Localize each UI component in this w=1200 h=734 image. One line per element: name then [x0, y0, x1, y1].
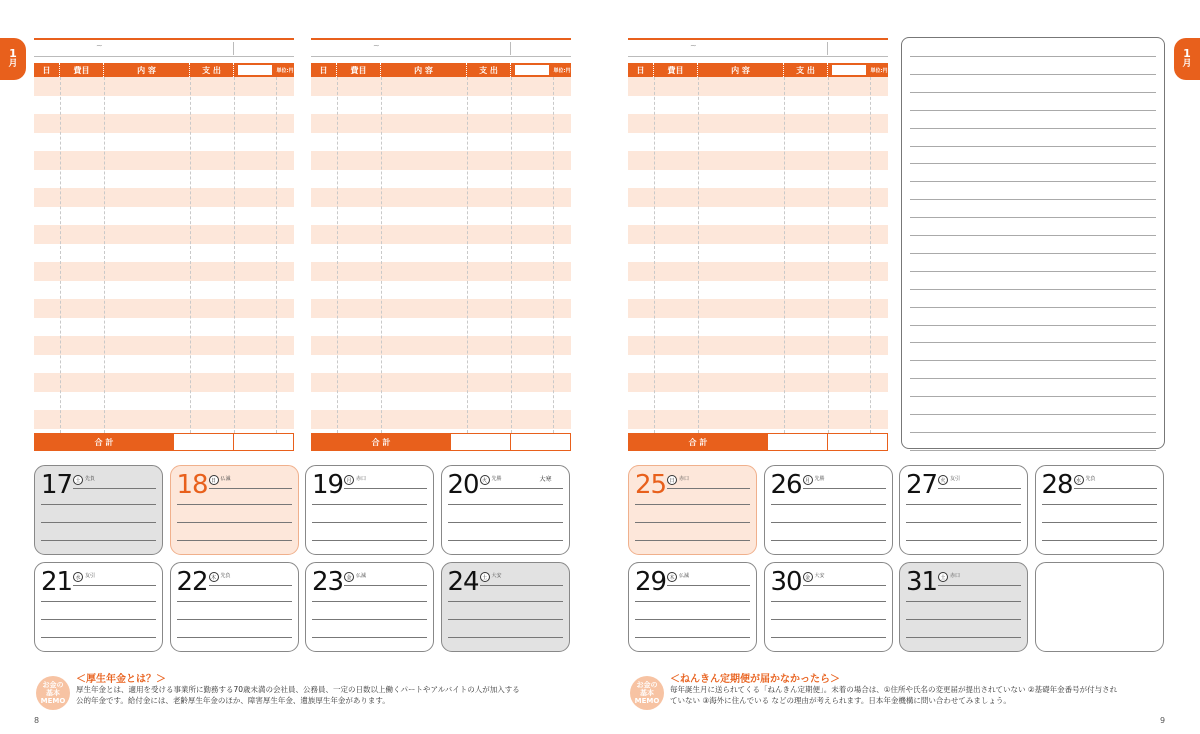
total-label: 合 計 — [629, 434, 767, 450]
note-line — [910, 360, 1156, 361]
period-line[interactable] — [628, 38, 888, 57]
col-item: 費目 — [60, 63, 104, 77]
memo-title-right: ＜ねんきん定期便が届かなかったら＞ — [670, 674, 840, 685]
ledger-row[interactable] — [34, 188, 294, 207]
day-number: 20 — [447, 470, 479, 500]
day-box[interactable] — [764, 562, 893, 652]
write-line — [73, 585, 156, 586]
write-line — [209, 585, 292, 586]
period-tilde: ~ — [373, 41, 380, 50]
day-box[interactable] — [34, 562, 163, 652]
weekday-badge: 日 — [667, 475, 677, 485]
write-line — [73, 488, 156, 489]
expense-ledger-1 — [34, 38, 294, 451]
total-cell[interactable] — [173, 434, 233, 450]
header-blank — [832, 65, 866, 75]
write-line — [177, 540, 292, 541]
column-line — [234, 77, 235, 433]
write-line — [1042, 504, 1157, 505]
write-line — [177, 504, 292, 505]
day-number: 22 — [176, 567, 208, 597]
write-line — [312, 522, 427, 523]
write-line — [41, 504, 156, 505]
column-line — [553, 77, 554, 433]
note-line — [910, 432, 1156, 433]
ledger-row[interactable] — [311, 262, 571, 281]
rokuyo-label: 先勝 — [814, 476, 825, 482]
day-box[interactable] — [1035, 465, 1164, 555]
weekday-badge: 木 — [209, 572, 219, 582]
badge-line: 基本 — [640, 689, 654, 697]
day-number: 23 — [312, 567, 344, 597]
ledger-rows[interactable] — [628, 77, 888, 433]
event-label: 大寒 — [539, 476, 552, 483]
day-number: 28 — [1041, 470, 1073, 500]
month-number: 1 — [9, 47, 17, 60]
col-yen-unit: 単位:円 — [276, 67, 294, 74]
rokuyo-label: 赤口 — [679, 476, 690, 482]
day-number: 27 — [906, 470, 938, 500]
month-tab-right — [1174, 38, 1200, 80]
rokuyo-label: 仏滅 — [356, 573, 367, 579]
ledger-header — [628, 63, 888, 77]
weekday-badge: 土 — [73, 475, 83, 485]
write-line — [448, 619, 563, 620]
note-line — [910, 181, 1156, 182]
column-line — [511, 77, 512, 433]
write-line — [41, 637, 156, 638]
note-line — [910, 146, 1156, 147]
ledger-row[interactable] — [311, 188, 571, 207]
col-item: 費目 — [654, 63, 698, 77]
column-line — [654, 77, 655, 433]
note-line — [910, 450, 1156, 451]
rokuyo-label: 先負 — [1085, 476, 1096, 482]
col-expense: 支 出 — [784, 63, 828, 77]
write-line — [803, 585, 886, 586]
column-line — [190, 77, 191, 433]
day-box[interactable] — [899, 465, 1028, 555]
ledger-total — [34, 433, 294, 451]
col-expense: 支 出 — [190, 63, 234, 77]
ledger-total — [628, 433, 888, 451]
weekday-badge: 金 — [344, 572, 354, 582]
column-line — [337, 77, 338, 433]
badge-line: お金の — [636, 681, 658, 689]
memo-badge-right — [630, 676, 664, 710]
write-line — [906, 601, 1021, 602]
write-line — [938, 585, 1021, 586]
write-line — [906, 637, 1021, 638]
day-box[interactable] — [170, 465, 299, 555]
write-line — [771, 522, 886, 523]
memo-body-left — [76, 684, 576, 706]
badge-line: 基本 — [46, 689, 60, 697]
day-number: 31 — [906, 567, 938, 597]
weekday-badge: 水 — [73, 572, 83, 582]
total-label: 合 計 — [35, 434, 173, 450]
day-box[interactable] — [441, 465, 570, 555]
weekday-badge: 月 — [344, 475, 354, 485]
write-line — [448, 540, 563, 541]
total-cell[interactable] — [233, 434, 293, 450]
total-cell[interactable] — [510, 434, 570, 450]
ledger-total — [311, 433, 571, 451]
write-line — [771, 504, 886, 505]
period-divider — [233, 42, 234, 55]
header-blank — [238, 65, 272, 75]
ledger-row[interactable] — [34, 336, 294, 355]
day-box[interactable] — [441, 562, 570, 652]
ledger-row[interactable] — [628, 336, 888, 355]
rokuyo-label: 仏滅 — [220, 476, 231, 482]
write-line — [771, 601, 886, 602]
write-line — [41, 601, 156, 602]
total-label: 合 計 — [312, 434, 450, 450]
write-line — [312, 637, 427, 638]
col-yen-unit: 単位:円 — [553, 67, 571, 74]
month-unit: 月 — [8, 59, 18, 69]
col-yen-unit: 単位:円 — [870, 67, 888, 74]
write-line — [209, 488, 292, 489]
note-line — [910, 128, 1156, 129]
ledger-row[interactable] — [34, 410, 294, 429]
memo-line: 公的年金です。給付金には、老齢厚生年金のほか、障害厚生年金、遺族厚生年金があります。 — [76, 696, 390, 705]
day-box[interactable] — [305, 562, 434, 652]
ledger-row[interactable] — [311, 77, 571, 96]
rokuyo-label: 大安 — [814, 573, 825, 579]
column-line — [467, 77, 468, 433]
write-line — [448, 601, 563, 602]
badge-line: MEMO — [634, 697, 660, 705]
rokuyo-label: 友引 — [85, 573, 96, 579]
note-line — [910, 110, 1156, 111]
day-number: 17 — [41, 470, 73, 500]
period-line[interactable] — [311, 38, 571, 57]
note-line — [910, 289, 1156, 290]
write-line — [635, 540, 750, 541]
note-line — [910, 199, 1156, 200]
weekday-badge: 金 — [803, 572, 813, 582]
write-line — [480, 585, 563, 586]
memo-body-right — [670, 684, 1170, 706]
write-line — [177, 637, 292, 638]
note-line — [910, 325, 1156, 326]
write-line — [312, 504, 427, 505]
ledger-row[interactable] — [628, 151, 888, 170]
period-divider — [827, 42, 828, 55]
day-box[interactable] — [764, 465, 893, 555]
write-line — [667, 585, 750, 586]
ledger-row[interactable] — [628, 299, 888, 318]
memo-badge-left — [36, 676, 70, 710]
column-line — [276, 77, 277, 433]
column-line — [381, 77, 382, 433]
period-tilde: ~ — [690, 41, 697, 50]
month-number: 1 — [1183, 47, 1191, 60]
write-line — [41, 522, 156, 523]
write-line — [312, 601, 427, 602]
ledger-row[interactable] — [311, 373, 571, 392]
day-number: 18 — [176, 470, 208, 500]
day-box[interactable] — [170, 562, 299, 652]
write-line — [938, 488, 1021, 489]
memo-line: ていない ③海外に住んでいる などの理由が考えられます。日本年金機構に問い合わせてみましょう。 — [670, 696, 1011, 705]
ledger-row[interactable] — [311, 410, 571, 429]
column-line — [698, 77, 699, 433]
ledger-row[interactable] — [34, 262, 294, 281]
note-line — [910, 378, 1156, 379]
write-line — [177, 522, 292, 523]
day-box[interactable] — [628, 465, 757, 555]
rokuyo-label: 仏滅 — [679, 573, 690, 579]
day-number: 30 — [770, 567, 802, 597]
ledger-row[interactable] — [628, 410, 888, 429]
ledger-row[interactable] — [34, 77, 294, 96]
write-line — [448, 504, 563, 505]
write-line — [344, 488, 427, 489]
day-number: 24 — [447, 567, 479, 597]
write-line — [177, 601, 292, 602]
note-line — [910, 74, 1156, 75]
write-line — [635, 637, 750, 638]
page-number-right: 9 — [1160, 716, 1166, 725]
ledger-row[interactable] — [34, 299, 294, 318]
ledger-row[interactable] — [628, 114, 888, 133]
day-number: 19 — [312, 470, 344, 500]
note-line — [910, 342, 1156, 343]
write-line — [1042, 540, 1157, 541]
write-line — [635, 601, 750, 602]
total-cell[interactable] — [767, 434, 827, 450]
memo-title-left: ＜厚生年金とは？＞ — [76, 674, 166, 685]
rokuyo-label: 赤口 — [356, 476, 367, 482]
period-line[interactable] — [34, 38, 294, 57]
write-line — [635, 522, 750, 523]
day-number: 25 — [635, 470, 667, 500]
column-line — [828, 77, 829, 433]
ledger-rows[interactable] — [34, 77, 294, 433]
day-box[interactable] — [305, 465, 434, 555]
col-item: 費目 — [337, 63, 381, 77]
header-blank — [515, 65, 549, 75]
weekday-badge: 水 — [1074, 475, 1084, 485]
weekday-badge: 日 — [209, 475, 219, 485]
note-line — [910, 235, 1156, 236]
write-line — [667, 488, 750, 489]
write-line — [312, 619, 427, 620]
expense-ledger-3 — [628, 38, 888, 451]
badge-line: お金の — [42, 681, 64, 689]
note-line — [910, 307, 1156, 308]
day-number: 29 — [635, 567, 667, 597]
ledger-row[interactable] — [34, 225, 294, 244]
write-line — [906, 504, 1021, 505]
day-number: 21 — [41, 567, 73, 597]
write-line — [906, 522, 1021, 523]
rokuyo-label: 大安 — [491, 573, 502, 579]
write-line — [906, 540, 1021, 541]
day-box[interactable] — [899, 562, 1028, 652]
write-line — [1074, 488, 1157, 489]
ledger-row[interactable] — [311, 299, 571, 318]
ledger-row[interactable] — [311, 151, 571, 170]
write-line — [448, 522, 563, 523]
month-tab-left — [0, 38, 26, 80]
page-number-left: 8 — [34, 716, 40, 725]
ledger-row[interactable] — [34, 373, 294, 392]
column-line — [784, 77, 785, 433]
write-line — [635, 504, 750, 505]
write-line — [771, 637, 886, 638]
write-line — [448, 637, 563, 638]
expense-ledger-2 — [311, 38, 571, 451]
col-content: 内 容 — [381, 63, 467, 77]
write-line — [344, 585, 427, 586]
badge-line: MEMO — [40, 697, 66, 705]
write-line — [771, 619, 886, 620]
col-content: 内 容 — [104, 63, 190, 77]
col-day: 日 — [628, 63, 654, 77]
total-cell[interactable] — [450, 434, 510, 450]
note-line — [910, 271, 1156, 272]
write-line — [312, 540, 427, 541]
column-line — [870, 77, 871, 433]
ledger-row[interactable] — [311, 336, 571, 355]
day-box[interactable] — [34, 465, 163, 555]
col-expense: 支 出 — [467, 63, 511, 77]
note-line — [910, 92, 1156, 93]
weekday-badge: 土 — [938, 572, 948, 582]
column-line — [60, 77, 61, 433]
write-line — [771, 540, 886, 541]
ledger-header — [34, 63, 294, 77]
rokuyo-label: 先勝 — [491, 476, 502, 482]
ledger-row[interactable] — [311, 225, 571, 244]
ledger-row[interactable] — [311, 114, 571, 133]
rokuyo-label: 先負 — [85, 476, 96, 482]
note-line — [910, 414, 1156, 415]
ledger-header — [311, 63, 571, 77]
weekday-badge: 火 — [938, 475, 948, 485]
ledger-row[interactable] — [34, 151, 294, 170]
weekday-badge: 木 — [667, 572, 677, 582]
write-line — [480, 488, 563, 489]
note-line — [910, 253, 1156, 254]
col-content: 内 容 — [698, 63, 784, 77]
write-line — [803, 488, 886, 489]
notes-box[interactable] — [901, 37, 1165, 449]
period-divider — [510, 42, 511, 55]
write-line — [41, 619, 156, 620]
ledger-row[interactable] — [628, 262, 888, 281]
write-line — [1042, 522, 1157, 523]
write-line — [635, 619, 750, 620]
ledger-row[interactable] — [628, 188, 888, 207]
day-number: 26 — [770, 470, 802, 500]
ledger-row[interactable] — [628, 373, 888, 392]
note-line — [910, 396, 1156, 397]
weekday-badge: 土 — [480, 572, 490, 582]
day-box[interactable] — [628, 562, 757, 652]
ledger-row[interactable] — [628, 225, 888, 244]
write-line — [177, 619, 292, 620]
ledger-row[interactable] — [34, 114, 294, 133]
weekday-badge: 火 — [480, 475, 490, 485]
memo-line: 厚生年金とは、適用を受ける事業所に勤務する70歳未満の会社員、公務員、一定の日数以上働くパートやアルバイトの人が加入する — [76, 685, 520, 694]
rokuyo-label: 友引 — [950, 476, 961, 482]
col-day: 日 — [34, 63, 60, 77]
day-box[interactable] — [1035, 562, 1164, 652]
col-day: 日 — [311, 63, 337, 77]
rokuyo-label: 先負 — [220, 573, 231, 579]
note-line — [910, 163, 1156, 164]
ledger-rows[interactable] — [311, 77, 571, 433]
period-tilde: ~ — [96, 41, 103, 50]
total-cell[interactable] — [827, 434, 887, 450]
ledger-row[interactable] — [628, 77, 888, 96]
month-unit: 月 — [1182, 59, 1192, 69]
rokuyo-label: 赤口 — [950, 573, 961, 579]
column-line — [104, 77, 105, 433]
note-line — [910, 217, 1156, 218]
write-line — [906, 619, 1021, 620]
note-line — [910, 56, 1156, 57]
weekday-badge: 月 — [803, 475, 813, 485]
memo-line: 毎年誕生月に送られてくる「ねんきん定期便」。未着の場合は、①住所や氏名の変更届が提出されていない ②基礎年金番号が付与され — [670, 685, 1118, 694]
write-line — [41, 540, 156, 541]
